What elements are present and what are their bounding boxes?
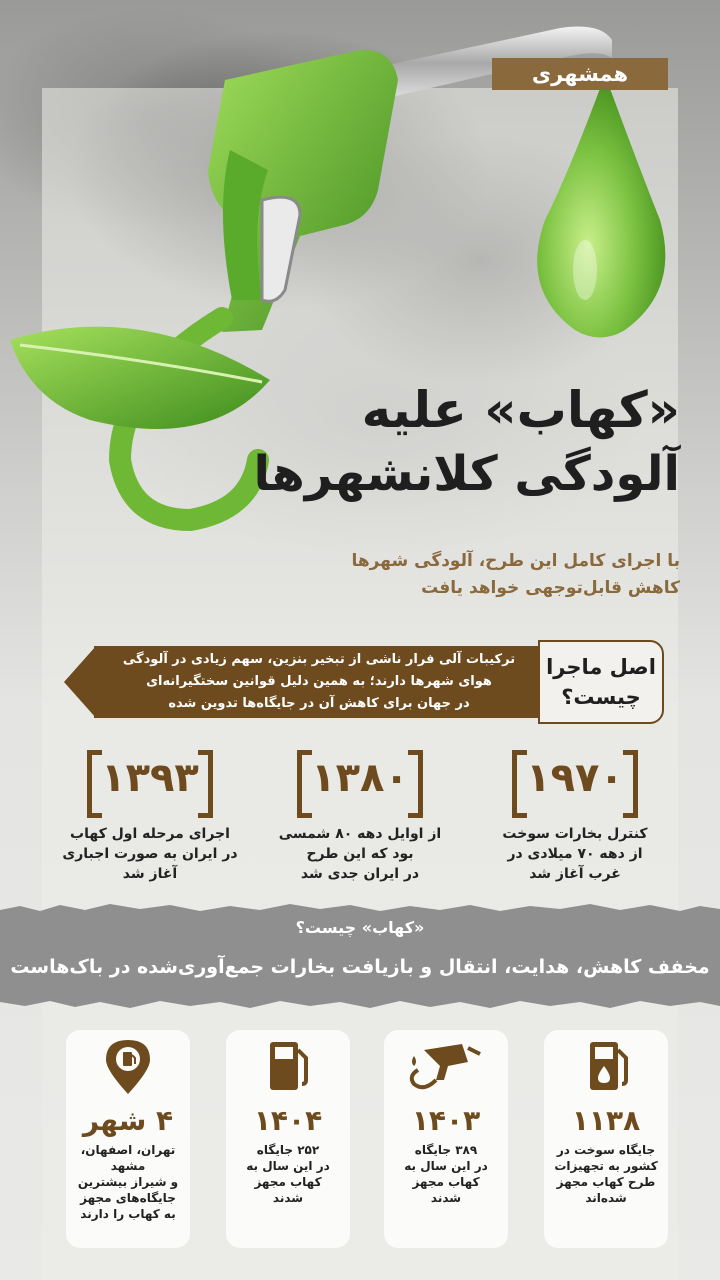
origin-question	[538, 640, 664, 724]
definition-question: «کهاب» چیست؟	[295, 918, 425, 937]
stat-text-line: شدند	[430, 1191, 462, 1205]
timeline-desc-line: بود که این طرح	[306, 846, 414, 862]
brand-logo: همشهری	[492, 58, 668, 90]
timeline-year: ۱۳۹۳	[87, 748, 213, 812]
stat-card	[66, 1030, 190, 1248]
definition-answer: مخفف کاهش، هدایت، انتقال و بازیافت بخارات جمع‌آوری‌شده در باک‌هاست	[10, 956, 710, 978]
stat-text-line: شدند	[272, 1191, 304, 1205]
torn-edge-bottom	[0, 996, 720, 1010]
stat-text-line: طرح کهاب مجهز	[556, 1175, 656, 1189]
stat-number: ۴ شهر	[82, 1104, 174, 1137]
stat-text-line: ۲۵۲ جایگاه	[256, 1143, 320, 1157]
stat-text-line: در این سال به	[246, 1159, 330, 1173]
stat-card	[544, 1030, 668, 1248]
stat-text-line: شده‌اند	[585, 1191, 627, 1205]
origin-banner	[64, 640, 664, 724]
headline-line2: آلودگی کلانشهرها	[253, 446, 680, 502]
fuel-pump-icon	[226, 1036, 350, 1096]
stat-text	[230, 1142, 346, 1206]
timeline-year: ۱۹۷۰	[512, 748, 638, 812]
stat-number: ۱۴۰۳	[411, 1104, 481, 1137]
stat-text-line: کشور به تجهیزات	[554, 1159, 658, 1173]
subtitle-line2: کاهش قابل‌توجهی خواهد یافت	[421, 578, 680, 598]
timeline-desc-line: در ایران به صورت اجباری	[62, 846, 238, 862]
fuel-nozzle-icon	[384, 1036, 508, 1096]
stat-number: ۱۴۰۴	[253, 1104, 323, 1137]
headline-line1: «کهاب» علیه	[361, 381, 680, 439]
origin-answer-line1: ترکیبات آلی فرار ناشی از تبخیر بنزین، سهم زیادی در آلودگی	[122, 652, 516, 667]
origin-question-line1: اصل ماجرا	[546, 655, 656, 679]
stat-text-line: کهاب مجهز	[412, 1175, 480, 1189]
timeline-desc	[480, 824, 670, 884]
timeline-item	[55, 748, 245, 884]
banner-arrow-tip	[64, 646, 96, 718]
location-pin-icon	[66, 1036, 190, 1096]
stat-text-line: جایگاه‌های مجهز	[80, 1191, 176, 1205]
stat-text-line: در این سال به	[404, 1159, 488, 1173]
timeline-desc-line: غرب آغاز شد	[529, 866, 621, 882]
timeline-desc-line: اجرای مرحله اول کهاب	[70, 826, 230, 842]
origin-question-line2: چیست؟	[561, 685, 641, 709]
timeline-desc-line: کنترل بخارات سوخت	[502, 826, 648, 842]
stat-text-line: و شیراز بیشترین	[77, 1175, 179, 1189]
timeline-year: ۱۳۸۰	[297, 748, 423, 812]
stat-card	[384, 1030, 508, 1248]
subtitle	[260, 548, 680, 602]
stat-text-line: تهران، اصفهان، مشهد	[80, 1143, 176, 1173]
stat-text-line: به کهاب را دارند	[80, 1207, 176, 1221]
stat-text	[70, 1142, 186, 1222]
stat-text-line: جایگاه سوخت در	[556, 1143, 656, 1157]
stat-number: ۱۱۳۸	[571, 1104, 641, 1137]
timeline-desc-line: آغاز شد	[122, 866, 178, 882]
stat-text-line: کهاب مجهز	[254, 1175, 322, 1189]
origin-answer-line3: در جهان برای کاهش آن در جایگاه‌ها تدوین شده	[168, 696, 470, 711]
timeline-item	[265, 748, 455, 884]
timeline-desc-line: از دهه ۷۰ میلادی در	[507, 846, 643, 862]
stat-text	[548, 1142, 664, 1206]
origin-answer-line2: هوای شهرها دارند؛ به همین دلیل قوانین سختگیرانه‌ای	[146, 674, 492, 689]
stat-card	[226, 1030, 350, 1248]
stat-text-line: ۳۸۹ جایگاه	[414, 1143, 478, 1157]
stat-text	[388, 1142, 504, 1206]
subtitle-line1: با اجرای کامل این طرح، آلودگی شهرها	[351, 551, 680, 571]
timeline-desc-line: در ایران جدی شد	[300, 866, 420, 882]
definition-band	[0, 912, 720, 1000]
headline	[220, 378, 680, 506]
fuel-pump-drop-icon	[544, 1036, 668, 1096]
timeline-desc	[265, 824, 455, 884]
origin-answer	[94, 646, 544, 718]
timeline-desc-line: از اوایل دهه ۸۰ شمسی	[278, 826, 442, 842]
timeline-desc	[55, 824, 245, 884]
timeline-item	[480, 748, 670, 884]
